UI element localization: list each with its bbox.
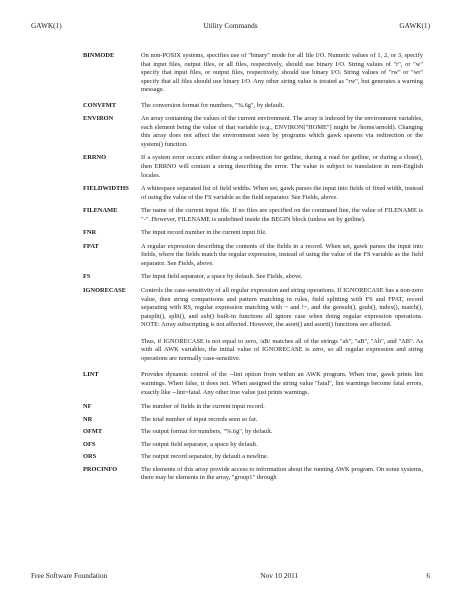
entry-fnr: [83, 229, 423, 238]
footer-left: Free Software Foundation: [31, 571, 108, 580]
description-paragraph: The elements of this array provide access to information about the running AWK program. On some systems, there may be elements in the array, "group1" through: [141, 465, 423, 482]
term-fnr: FNR: [83, 229, 97, 237]
entry-ignorecase: [83, 287, 423, 363]
entry-fieldwidths: [83, 185, 423, 202]
term-ignorecase: IGNORECASE: [83, 287, 126, 295]
entry-environ: [83, 115, 423, 149]
description-paragraph: The input record number in the current input file.: [141, 229, 267, 237]
description-paragraph: An array containing the values of the current environment. The array is indexed by the environment variables, each element being the value of that variable (e.g., ENVIRON["HOME"] might be /home/arnold). Changing this array does not affect the environment seen by programs which gawk spawns via redirection or the system() function.: [141, 115, 423, 148]
entry-procinfo: [83, 466, 423, 483]
entry-convfmt: [83, 102, 423, 111]
description-ofs: [141, 441, 423, 450]
description-paragraph: The conversion format for numbers, "%.6g", by default.: [141, 101, 285, 109]
page-footer: [31, 571, 430, 580]
term-nf: NF: [83, 403, 92, 411]
description-ofmt: [141, 428, 423, 437]
term-ors: ORS: [83, 453, 97, 461]
description-procinfo: [141, 466, 423, 483]
description-paragraph: Controls the case-sensitivity of all regular expression and string operations. If IGNORECASE has a non-zero value, then string comparisons and pattern matching in rules, field splitting with FS and FPAT, record separating with RS, regular expression matching with ~ and !~, and the gensub(), gsub(), index(), match(), patsplit(), split(), and sub() built-in functions all ignore case when doing regular expression operations. NOTE: Array subscripting is not affected. However, the asort() and asorti() functions are affected.: [141, 287, 423, 329]
page-header: [31, 21, 430, 30]
description-convfmt: [141, 102, 423, 111]
description-paragraph: The output format for numbers, "%.6g", by default.: [141, 428, 273, 436]
description-fnr: [141, 229, 423, 238]
description-environ: [141, 115, 423, 149]
entry-fs: [83, 273, 423, 282]
header-left: GAWK(1): [31, 21, 62, 30]
term-fieldwidths: FIELDWIDTHS: [83, 185, 129, 193]
term-fpat: FPAT: [83, 242, 99, 250]
description-errno: [141, 154, 423, 180]
description-paragraph: If a system error occurs either doing a redirection for getline, during a read for getline, or during a close(), then ERRNO will contain a string describing the error. The value is subject to translation in non-English locales.: [141, 154, 423, 179]
term-nr: NR: [83, 415, 93, 423]
description-ors: [141, 453, 423, 462]
term-environ: ENVIRON: [83, 115, 114, 123]
entry-errno: [83, 154, 423, 180]
entry-lint: [83, 371, 423, 397]
description-paragraph: The number of fields in the current input record.: [141, 403, 265, 411]
description-paragraph: The name of the current input file. If no files are specified on the command line, the value of FILENAME is "-". However, FILENAME is undefined inside the BEGIN block (unless set by getline).: [141, 207, 423, 223]
term-lint: LINT: [83, 371, 99, 379]
description-fieldwidths: [141, 185, 423, 202]
entry-binmode: [83, 52, 423, 95]
description-fs: [141, 273, 423, 282]
description-filename: [141, 207, 423, 224]
term-ofmt: OFMT: [83, 428, 103, 436]
entry-filename: [83, 207, 423, 224]
variable-list: [83, 52, 423, 483]
term-errno: ERRNO: [83, 154, 107, 162]
description-nr: [141, 416, 423, 425]
description-paragraph: The total number of input records seen so far.: [141, 415, 258, 423]
description-nf: [141, 403, 423, 412]
term-binmode: BINMODE: [83, 52, 115, 59]
entry-ofmt: [83, 428, 423, 437]
term-fs: FS: [83, 273, 91, 281]
header-right: GAWK(1): [399, 21, 430, 30]
term-procinfo: PROCINFO: [83, 465, 118, 473]
entry-fpat: [83, 243, 423, 269]
entry-ors: [83, 453, 423, 462]
description-paragraph: A regular expression describing the contents of the fields in a record. When set, gawk parses the input into fields, where the fields match the regular expression, instead of using the value of the FS variable as the field separator. See Fields, above.: [141, 242, 423, 267]
description-paragraph: The output field separator, a space by default.: [141, 440, 258, 448]
footer-date: Nov 10 2011: [260, 571, 299, 580]
description-binmode: [141, 52, 423, 95]
description-paragraph: A whitespace separated list of field widths. When set, gawk parses the input into fields of fixed width, instead of using the value of the FS variable as the field separator. See Fields, above.: [141, 185, 423, 201]
description-paragraph: The input field separator, a space by default. See Fields, above.: [141, 273, 303, 281]
entry-nr: [83, 416, 423, 425]
description-paragraph: On non-POSIX systems, specifies use of "binary" mode for all file I/O. Numeric values of 1, 2, or 3, specify that input files, output files, or all files, respectively, should use binary I/O. String values of "r", or "w" specify that input files, or output files, respectively, should use binary I/O. String values of "rw" or "wr" specify that all files should use binary I/O. Any other string value is treated as "rw", but generates a warning message.: [141, 52, 423, 94]
entry-nf: [83, 403, 423, 412]
header-center: Utility Commands: [203, 21, 258, 30]
footer-page-number: 6: [426, 571, 430, 580]
entry-ofs: [83, 441, 423, 450]
term-convfmt: CONVFMT: [83, 101, 117, 109]
description-paragraph: Thus, if IGNORECASE is not equal to zero, /aB/ matches all of the strings "ab", "aB", "Ab", and "AB". As with all AWK variables, the initial value of IGNORECASE is zero, so all regular expression and string operations are normally case-sensitive.: [141, 337, 423, 362]
description-paragraph: The output record separator, by default a newline.: [141, 453, 269, 461]
term-filename: FILENAME: [83, 207, 118, 215]
description-fpat: [141, 243, 423, 269]
term-ofs: OFS: [83, 440, 96, 448]
description-lint: [141, 371, 423, 397]
description-ignorecase: [141, 287, 423, 363]
description-paragraph: Provides dynamic control of the --lint option from within an AWK program. When true, gawk prints lint warnings. When false, it does not. When assigned the string value "fatal", lint warnings become fatal errors, exactly like --lint=fatal. Any other true value just prints warnings.: [141, 371, 423, 396]
